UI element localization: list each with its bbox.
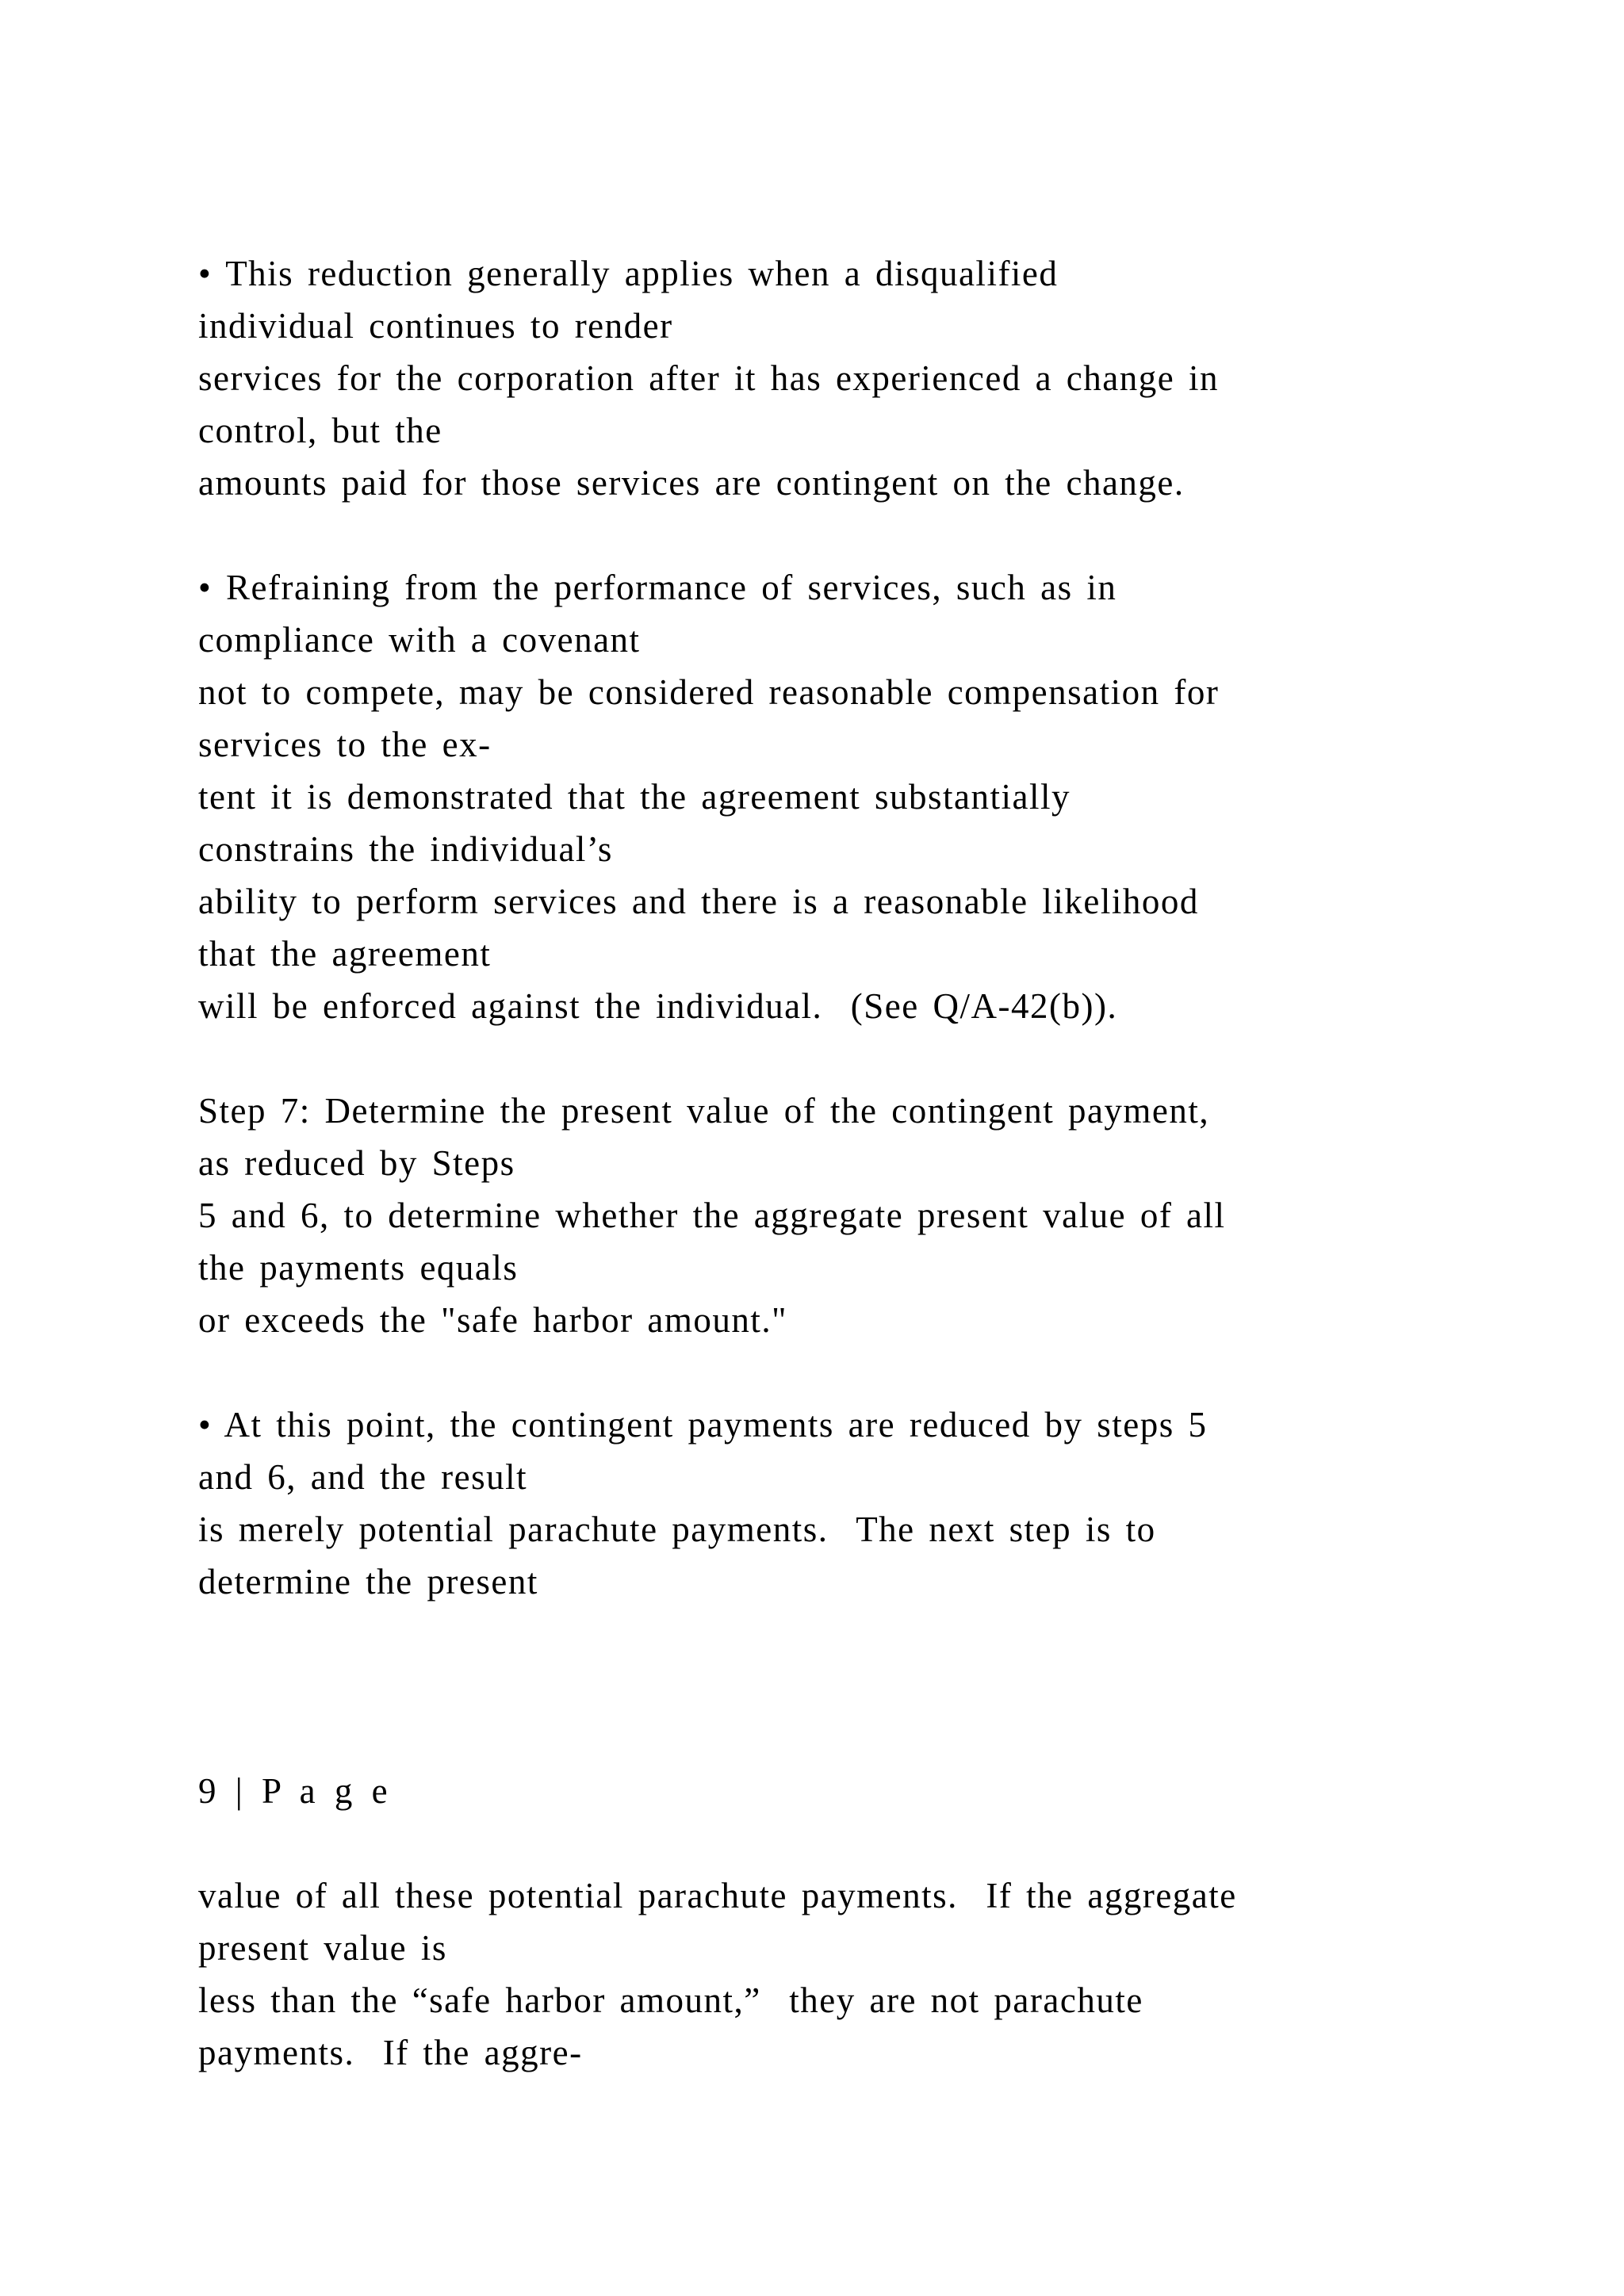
paragraph-line: services for the corporation after it has experienced a change in: [198, 358, 1219, 398]
paragraph-line: tent it is demonstrated that the agreement substantially: [198, 777, 1071, 817]
paragraph-line: individual continues to render: [198, 306, 673, 346]
paragraph-line: and 6, and the result: [198, 1457, 528, 1497]
paragraph-line: the payments equals: [198, 1248, 519, 1288]
paragraph-line: payments. If the aggre-: [198, 2033, 583, 2072]
paragraph-line: control, but the: [198, 411, 442, 450]
paragraph-line: • At this point, the contingent payments are reduced by steps 5: [198, 1405, 1208, 1445]
paragraph-line: amounts paid for those services are contingent on the change.: [198, 463, 1185, 503]
paragraph-line: • This reduction generally applies when a disqualified: [198, 254, 1059, 293]
paragraph-line: 5 and 6, to determine whether the aggregate present value of all: [198, 1196, 1226, 1235]
paragraph-line: present value is: [198, 1928, 447, 1968]
paragraph-line: determine the present: [198, 1562, 538, 1601]
paragraph-line: value of all these potential parachute payments. If the aggregate: [198, 1876, 1237, 1915]
paragraph-line: not to compete, may be considered reasonable compensation for: [198, 672, 1220, 712]
paragraph-line: less than the “safe harbor amount,” they are not parachute: [198, 1980, 1143, 2020]
paragraph-line: will be enforced against the individual. (See Q/A-42(b)).: [198, 986, 1118, 1026]
paragraph-line: that the agreement: [198, 934, 492, 974]
paragraph-line: is merely potential parachute payments. The next step is to: [198, 1510, 1156, 1549]
paragraph-line: Step 7: Determine the present value of the contingent payment,: [198, 1091, 1210, 1131]
paragraph-line: as reduced by Steps: [198, 1143, 515, 1183]
page-number: 9 | P a g e: [198, 1771, 391, 1811]
paragraph-line: constrains the individual’s: [198, 829, 613, 869]
paragraph-line: ability to perform services and there is a reasonable likelihood: [198, 882, 1199, 921]
paragraph-line: compliance with a covenant: [198, 620, 641, 660]
paragraph-line: • Refraining from the performance of services, such as in: [198, 568, 1117, 607]
paragraph-line: services to the ex-: [198, 725, 492, 764]
paragraph-line: or exceeds the "safe harbor amount.": [198, 1300, 787, 1340]
